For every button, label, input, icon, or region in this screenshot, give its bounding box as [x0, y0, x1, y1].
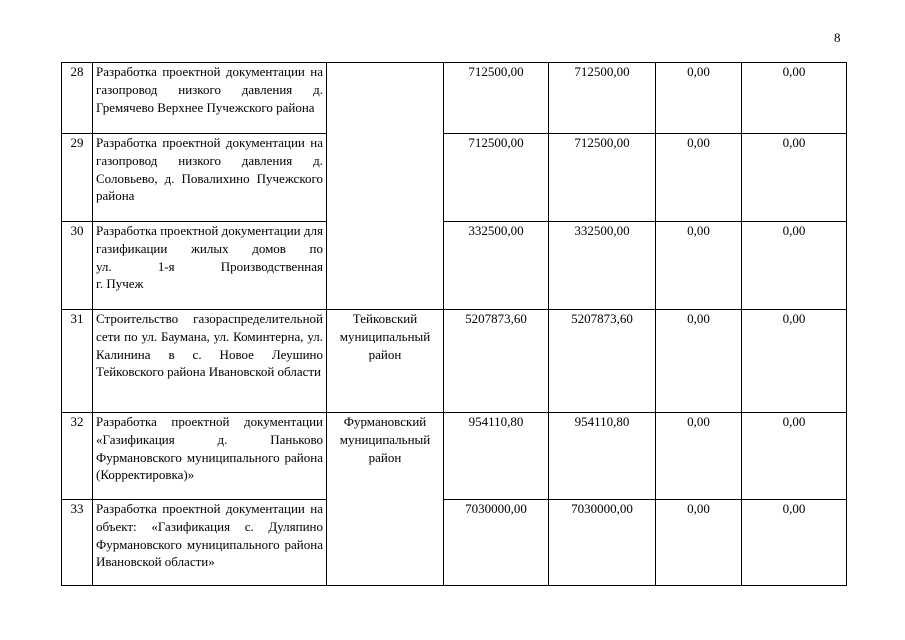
- amount-total: 332500,00: [444, 222, 549, 310]
- row-number: 30: [62, 222, 93, 310]
- amount-col2: 954110,80: [549, 413, 656, 500]
- amount-col3: 0,00: [656, 222, 742, 310]
- amount-col4: 0,00: [742, 500, 847, 586]
- description-line: ул. 1-я Производственная: [96, 258, 323, 274]
- row-number: 33: [62, 500, 93, 586]
- amount-col2: 712500,00: [549, 63, 656, 134]
- row-description: [93, 222, 327, 310]
- description-line: г. Пучеж: [96, 276, 144, 292]
- amount-col2: 5207873,60: [549, 310, 656, 413]
- row-number: 29: [62, 134, 93, 222]
- row-description: Разработка проектной документации на газопровод низкого давления д. Гремячево Верхнее Пучежского района: [93, 63, 327, 134]
- row-description: Разработка проектной документации на газопровод низкого давления д. Соловьево, д. Повалихино Пучежского района: [93, 134, 327, 222]
- amount-col2: 7030000,00: [549, 500, 656, 586]
- municipality-cell: [327, 63, 444, 310]
- amount-total: 712500,00: [444, 63, 549, 134]
- amount-total: 954110,80: [444, 413, 549, 500]
- amount-col3: 0,00: [656, 134, 742, 222]
- amount-col4: 0,00: [742, 63, 847, 134]
- amount-col3: 0,00: [656, 63, 742, 134]
- amount-col4: 0,00: [742, 134, 847, 222]
- table-row: [62, 310, 847, 413]
- table-row: [62, 63, 847, 134]
- amount-total: 712500,00: [444, 134, 549, 222]
- table-row: [62, 134, 847, 222]
- page-number: 8: [834, 30, 841, 45]
- table-row: [62, 222, 847, 310]
- row-description: Разработка проектной документации на объект: «Газификация с. Дуляпино Фурмановского муниципального района Ивановской области»: [93, 500, 327, 586]
- amount-col3: 0,00: [656, 500, 742, 586]
- amount-col2: 332500,00: [549, 222, 656, 310]
- amount-total: 5207873,60: [444, 310, 549, 413]
- amount-col3: 0,00: [656, 413, 742, 500]
- row-description: Разработка проектной документации «Газификация д. Паньково Фурмановского муниципального района (Корректировка)»: [93, 413, 327, 500]
- municipality-cell: Фурмановский муниципальный район: [327, 413, 444, 586]
- amount-col4: 0,00: [742, 222, 847, 310]
- amount-col3: 0,00: [656, 310, 742, 413]
- table-row: [62, 500, 847, 586]
- row-number: 28: [62, 63, 93, 134]
- amount-col4: 0,00: [742, 310, 847, 413]
- amount-col2: 712500,00: [549, 134, 656, 222]
- row-description: Строительство газораспределительной сети по ул. Баумана, ул. Коминтерна, ул. Калинина в с. Новое Леушино Тейковского района Ивановской области: [93, 310, 327, 413]
- amount-total: 7030000,00: [444, 500, 549, 586]
- budget-table: [61, 62, 847, 586]
- description-line: Разработка проектной документации для газификации жилых домов по: [96, 223, 323, 256]
- amount-col4: 0,00: [742, 413, 847, 500]
- row-number: 32: [62, 413, 93, 500]
- municipality-cell: Тейковский муниципальный район: [327, 310, 444, 413]
- row-number: 31: [62, 310, 93, 413]
- table-row: [62, 413, 847, 500]
